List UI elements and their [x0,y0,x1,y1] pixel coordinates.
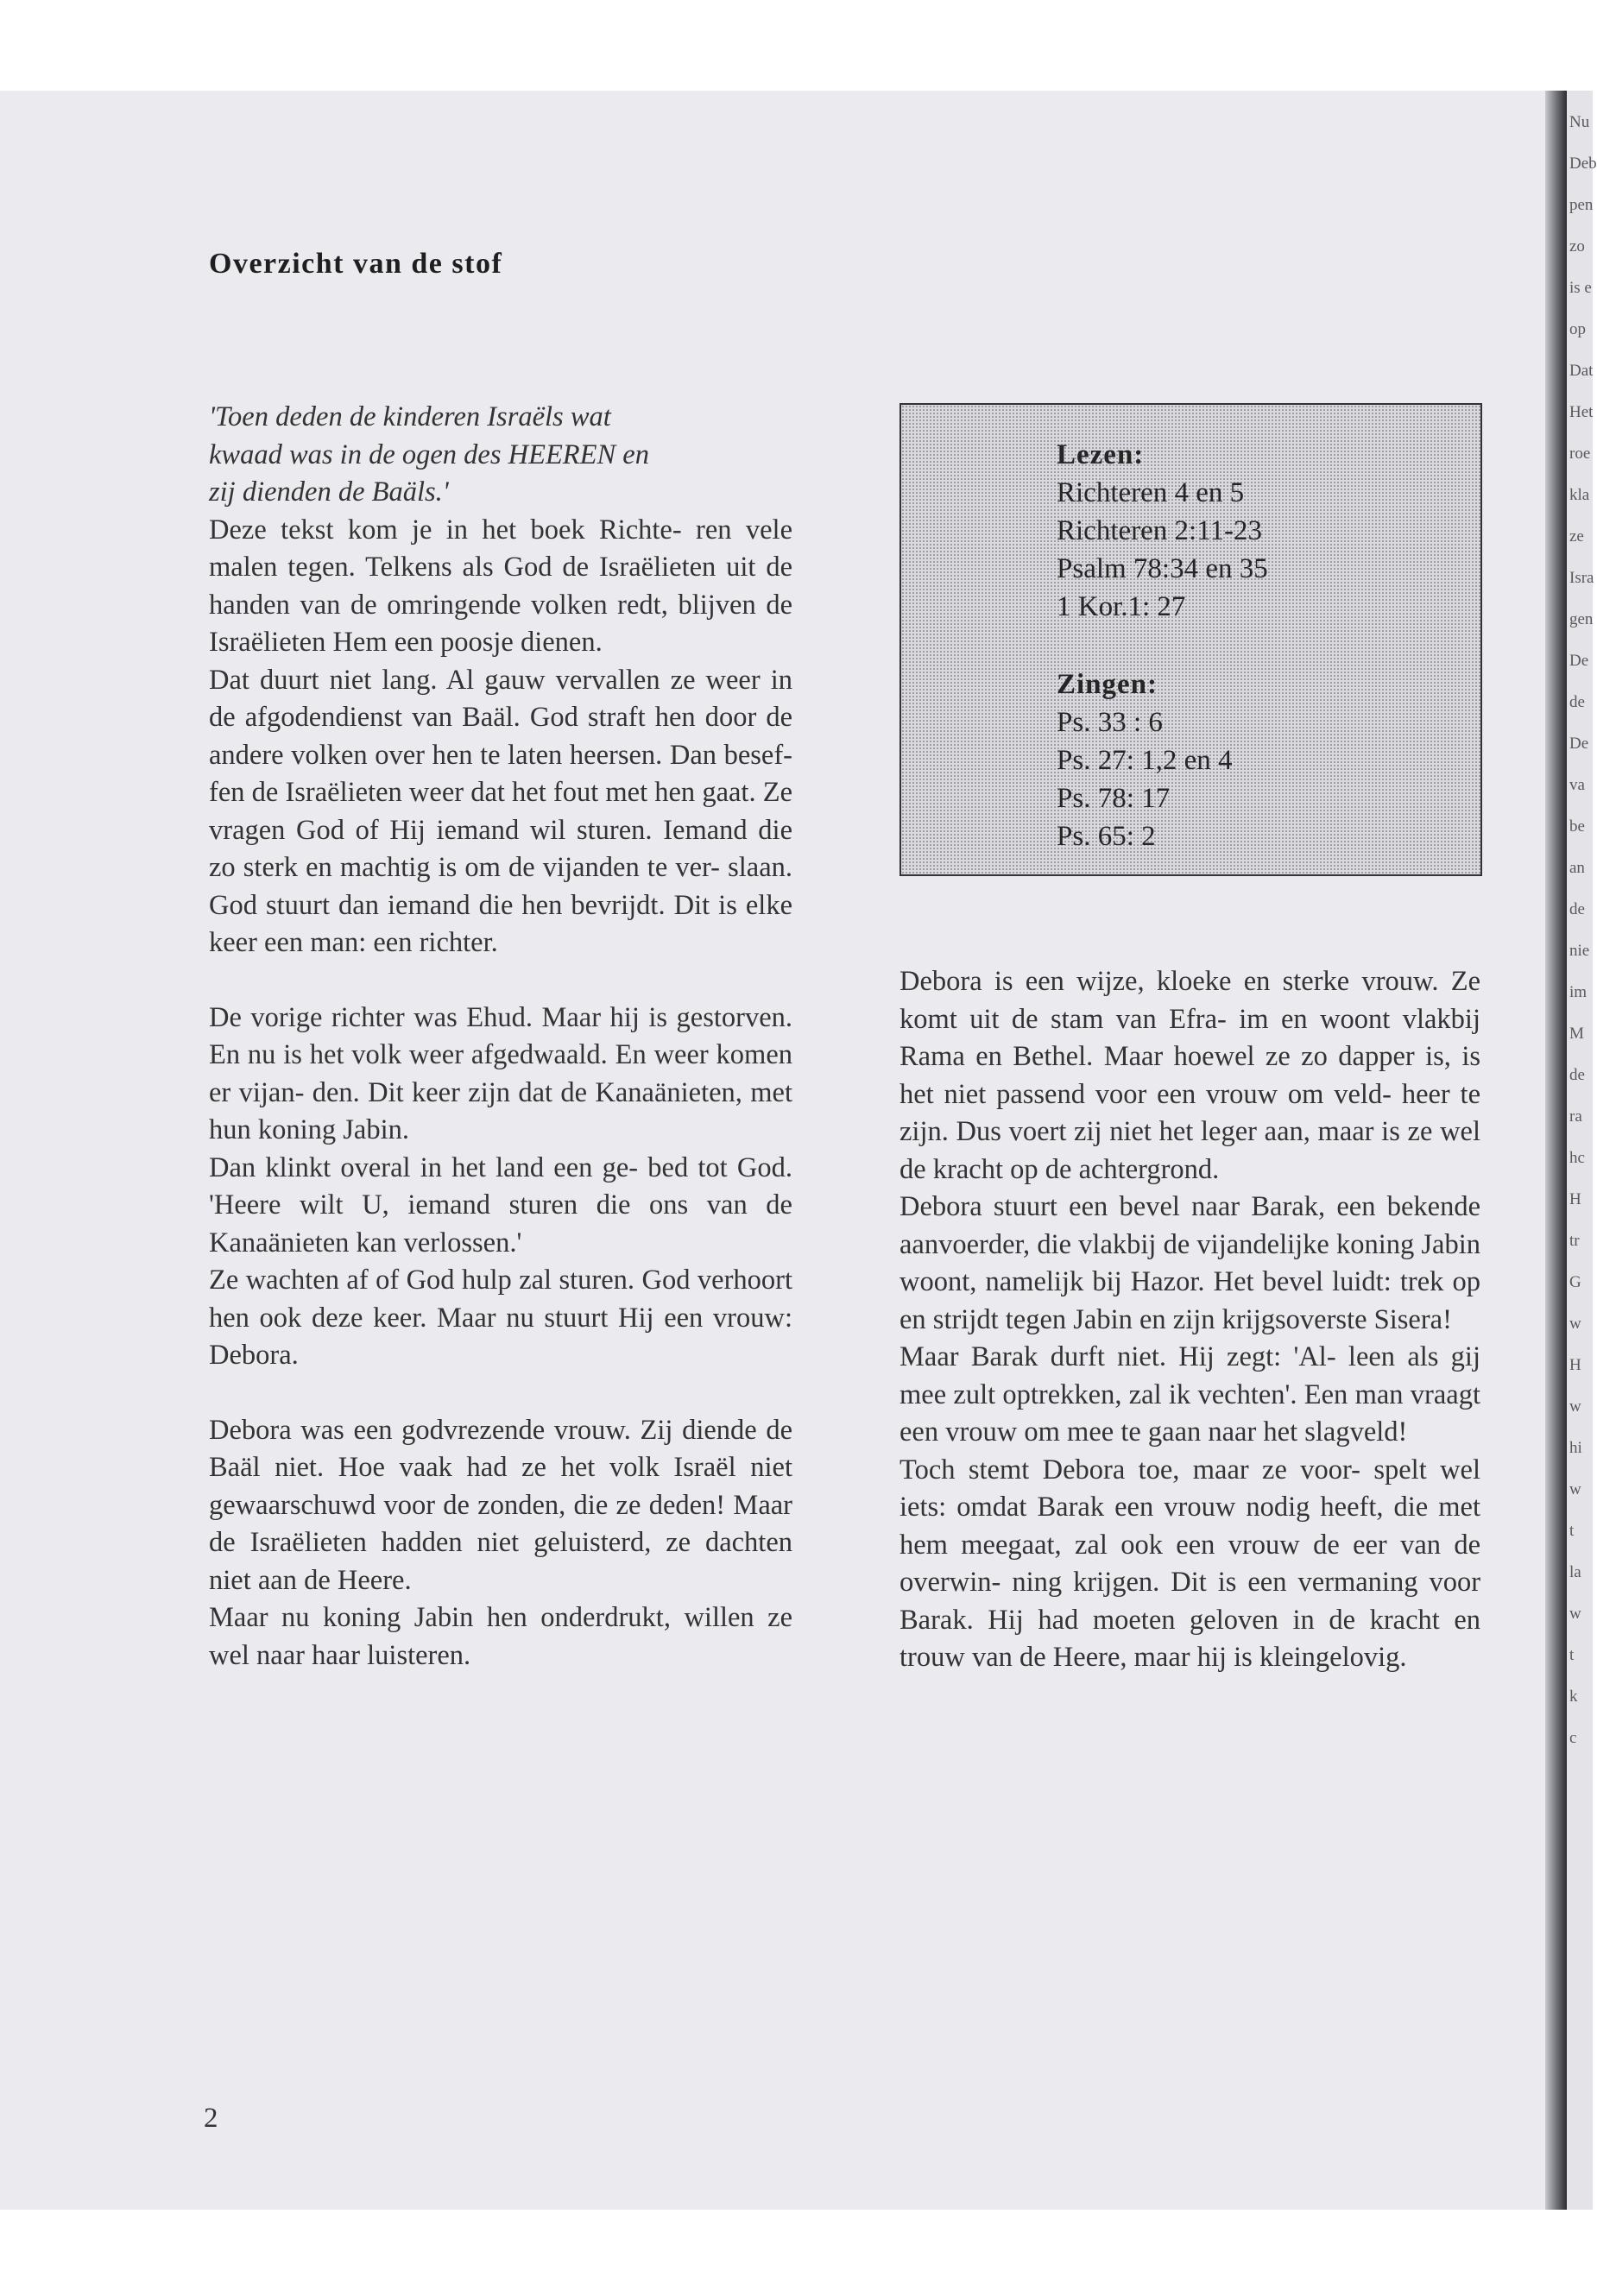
text-line: de vijandelijke koning Jabin woont, [899,1228,1481,1297]
text-line: voor de zonden, die ze deden! Maar de [209,1489,793,1558]
next-page-fragment: De [1569,652,1589,670]
text-line: Israëlieten hadden niet geluisterd, ze [249,1527,691,1558]
text-line: verlossen.' [403,1227,522,1258]
text-line: im en woont vlakbij Rama en Bethel. [899,1003,1480,1072]
text-line: Deze tekst kom je in het boek Richte- [209,514,682,546]
next-page-edge [1567,91,1597,2210]
next-page-fragment: an [1569,859,1585,877]
next-page-fragment: w [1569,1480,1581,1498]
text-line: om mee te gaan naar het slagveld! [1024,1416,1408,1448]
text-line: dachten niet aan de Heere. [209,1527,793,1596]
text-line: nodig heeft, die met hem meegaat, zal [899,1492,1481,1561]
sub-paragraph [209,512,792,662]
reading-item: Richteren 2:11-23 [1057,515,1262,546]
paragraph-group [209,1000,792,1375]
text-line: ze het volk Israël niet gewaarschuwd [209,1452,792,1521]
next-page-fragment: H [1569,1356,1581,1374]
text-line: richter. [419,927,498,958]
text-line: omringende volken redt, blijven de [387,589,792,621]
text-line: God straft hen door de andere volken [209,702,793,771]
next-page-fragment: be [1569,817,1585,836]
next-page-fragment: Dat [1569,362,1594,380]
text-line: Zij diende de Baäl niet. Hoe vaak had [209,1414,793,1483]
next-page-fragment: Deb [1569,155,1597,173]
reading-item: 1 Kor.1: 27 [1057,591,1186,622]
text-line: Debora stuurt een bevel naar Barak, [899,1191,1326,1222]
paragraph-group [209,512,792,962]
singing-item: Ps. 78: 17 [1057,783,1171,814]
reading-heading: Lezen: [1057,439,1145,470]
text-line: slaan. God stuurt dan iemand die hen [209,852,793,921]
text-line: fen de Israëlieten weer dat het fout [209,777,599,808]
reading-singing-box [899,403,1482,876]
sub-paragraph [899,1189,1480,1339]
text-line: spelt wel iets: omdat Barak een vrouw [899,1454,1480,1523]
sub-paragraph [209,1412,792,1600]
text-line: een bekende aanvoerder, die vlakbij [899,1191,1480,1260]
next-page-fragment: M [1569,1025,1584,1043]
next-page-fragment: w [1569,1605,1581,1623]
singing-heading: Zingen: [1057,669,1158,700]
text-line: Debora was een godvrezende vrouw. [209,1414,631,1446]
reading-item: Richteren 4 en 5 [1057,477,1245,508]
text-line: over hen te laten heersen. Dan besef- [375,739,792,771]
singing-item: Ps. 27: 1,2 en 4 [1057,745,1233,776]
sub-paragraph [899,963,1480,1189]
next-page-fragment: ra [1569,1107,1582,1126]
text-line: trek op en strijdt tegen Jabin en zijn [899,1266,1481,1335]
text-line: sturen die ons van de Kanaänieten kan [209,1189,792,1258]
text-line: Toch stemt Debora toe, maar ze voor- [899,1454,1360,1485]
singing-item: Ps. 65: 2 [1057,821,1156,852]
reading-item: Psalm 78:34 en 35 [1057,553,1268,584]
next-page-fragment: va [1569,776,1585,794]
singing-item: Ps. 33 : 6 [1057,707,1163,738]
next-page-fragment: G [1569,1273,1581,1291]
text-line: en machtig is om de vijanden te ver- [306,852,721,883]
text-line: krijgsoverste Sisera! [1221,1303,1452,1335]
sub-paragraph [899,1339,1480,1452]
text-line: de Israëlieten uit de handen van de [209,552,793,621]
next-page-fragment: de [1569,900,1585,918]
sub-paragraph [209,1150,792,1263]
text-line: niet passend voor een vrouw om veld- [944,1078,1392,1110]
text-line: Dan klinkt overal in het land een ge- [209,1151,639,1183]
next-page-fragment: w [1569,1397,1581,1416]
text-line: Maar Barak durft niet. Hij zegt: 'Al- [899,1341,1336,1372]
next-page-fragment: De [1569,735,1589,753]
reading-list [1057,436,1268,626]
next-page-fragment: nie [1569,942,1590,960]
next-page-fragment: ze [1569,527,1584,546]
sub-paragraph [209,662,792,962]
next-page-fragment: Het [1569,403,1594,421]
next-page-fragment: hc [1569,1149,1585,1167]
text-line: afgedwaald. En weer komen er vijan- [209,1039,792,1108]
text-line: leger aan, maar is ze wel de kracht op [899,1116,1480,1185]
right-column-body [899,963,1480,1677]
next-page-fragment: Nu [1569,113,1590,131]
next-page-fragment: la [1569,1563,1581,1581]
text-line: namelijk bij Hazor. Het bevel luidt: [985,1266,1392,1297]
text-line: leen als gij mee zult optrekken, zal ik [899,1341,1480,1410]
text-line: maar hij is kleingelovig. [1133,1642,1407,1673]
text-line: is gestorven. En nu is het volk weer [209,1001,792,1070]
text-line: de achtergrond. [1045,1153,1220,1185]
next-page-fragment: t [1569,1646,1575,1664]
paragraph-group [899,963,1480,1677]
text-line: God verhoort hen ook deze keer. Maar [209,1265,792,1334]
text-line: ren vele malen tegen. Telkens als God [209,514,792,583]
next-page-fragment: roe [1569,445,1591,463]
next-page-fragment: pen [1569,196,1594,214]
sub-paragraph [209,1599,792,1675]
text-line: iemand wil sturen. Iemand die zo sterk [209,814,792,883]
next-page-fragment: w [1569,1315,1581,1333]
text-line: met hun koning Jabin. [209,1076,793,1145]
text-line: met hen gaat. Ze vragen God of Hij [209,777,792,846]
next-page-fragment: kla [1569,486,1590,504]
text-line: ning krijgen. Dit is een vermaning [1012,1567,1418,1598]
sub-paragraph [209,1262,792,1375]
next-page-fragment: im [1569,983,1588,1001]
text-line: den. Dit keer zijn dat de Kanaänieten, [312,1076,742,1108]
text-line: De vorige richter was Ehud. Maar hij [209,1001,640,1033]
sub-paragraph [899,1452,1480,1677]
text-line: ook een vrouw de eer van de overwin- [899,1529,1481,1598]
left-column-body [209,512,792,1675]
text-line: willen ze wel naar haar luisteren. [209,1602,793,1671]
text-line: Israëlieten Hem een poosje dienen. [209,627,603,658]
text-line: voor Barak. Hij had moeten geloven in [899,1567,1481,1636]
text-line: ze weer in de afgodendienst van Baäl. [209,664,792,733]
left-column [209,399,792,1675]
text-line: bed tot God. 'Heere wilt U, iemand [209,1151,792,1221]
text-line: Maar nu koning Jabin hen onderdrukt, [209,1602,671,1633]
text-line: nu stuurt Hij een vrouw: Debora. [209,1302,792,1371]
next-page-fragment: is e [1569,279,1592,297]
next-page-fragment: Isra [1569,569,1594,587]
opening-quote: 'Toen deden de kinderen Israëls wat kwaad was in de ogen des HEEREN en zij dienden de Baäls.' [209,401,649,508]
page-number: 2 [204,2103,218,2134]
text-line: Debora is een wijze, kloeke en sterke [899,966,1350,997]
next-page-fragment: hi [1569,1439,1582,1457]
next-page-fragment: t [1569,1522,1575,1540]
next-page-fragment: op [1569,320,1586,338]
sub-paragraph [209,1000,792,1150]
next-page-fragment: gen [1569,610,1594,628]
text-line: vechten'. Een man vraagt een vrouw [899,1378,1480,1448]
book-gutter [1545,91,1567,2210]
text-line: de kracht en trouw van de Heere, [899,1604,1481,1673]
singing-list [1057,665,1268,855]
text-line: Ze wachten af of God hulp zal sturen. [209,1265,635,1296]
page-heading: Overzicht van de stof [209,248,503,280]
next-page-fragment: de [1569,1066,1585,1084]
next-page-fragment: k [1569,1687,1578,1706]
next-page-fragment: tr [1569,1232,1580,1250]
text-line: Dat duurt niet lang. Al gauw vervallen [209,664,660,696]
text-line: bevrijdt. Dit is elke keer een man: een [209,889,792,958]
next-page-fragment: H [1569,1190,1581,1208]
right-column [899,963,1480,1677]
next-page-fragment: zo [1569,237,1585,255]
next-page-fragment: c [1569,1729,1577,1747]
paragraph-group [209,1412,792,1675]
text-line: heer te zijn. Dus voert zij niet het [899,1078,1481,1147]
text-line: Maar hoewel ze zo dapper is, is het [899,1041,1480,1110]
next-page-fragment: de [1569,693,1585,711]
text-line: vrouw. Ze komt uit de stam van Efra- [899,966,1480,1035]
